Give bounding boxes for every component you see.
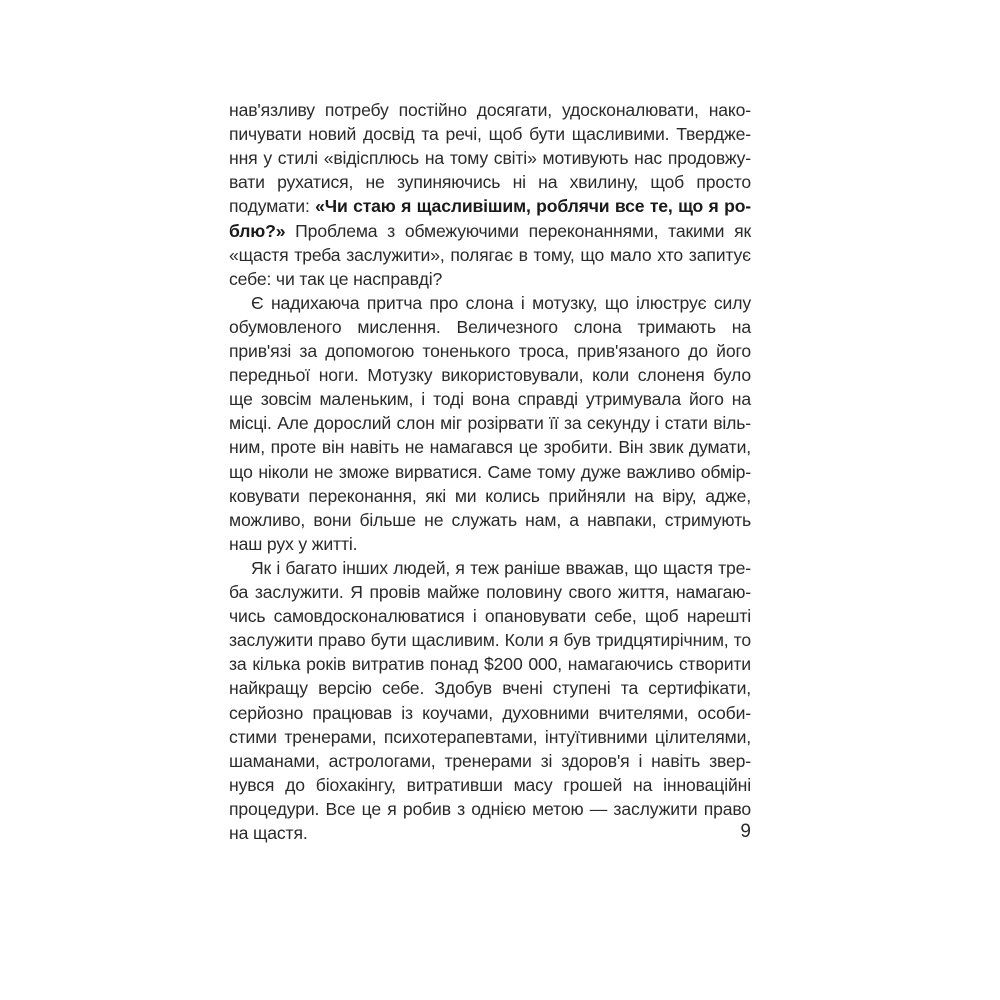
text-line — [229, 580, 751, 604]
text-segment: пичувати новий досвід та речі, щоб бути щасливими. Твердже- — [229, 124, 751, 144]
text-line — [229, 628, 751, 652]
text-line — [229, 435, 751, 459]
text-line — [229, 170, 751, 194]
text-line — [229, 773, 751, 797]
text-line — [229, 194, 751, 218]
text-segment: ще зовсім маленьким, і тоді вона справді утримувала його на — [229, 389, 751, 409]
text-line — [229, 749, 751, 773]
text-segment: «щастя треба заслужити», полягає в тому, що мало хто запитує — [229, 245, 751, 265]
text-line — [229, 556, 751, 580]
text-segment: наш рух у житті. — [229, 534, 358, 554]
text-line — [229, 339, 751, 363]
text-line — [229, 291, 751, 315]
text-segment: шаманами, астрологами, тренерами зі здоров'я і навіть звер- — [229, 751, 751, 771]
text-line — [229, 508, 751, 532]
text-line — [229, 363, 751, 387]
text-segment: на щастя. — [229, 823, 308, 843]
text-line — [229, 267, 751, 291]
text-segment: передньої ноги. Мотузку використовували, коли слоненя було — [229, 365, 751, 385]
bold-text: «Чи стаю я щасливішим, роблячи все те, що я ро- — [315, 196, 752, 216]
text-line — [229, 219, 751, 243]
page-number: 9 — [740, 821, 751, 842]
text-line — [229, 243, 751, 267]
text-segment: Як і багато інших людей, я теж раніше вважав, що щастя тре- — [251, 558, 751, 578]
text-segment: чись самовдосконалюватися і опановувати себе, щоб нарешті — [229, 606, 751, 626]
text-line — [229, 387, 751, 411]
text-segment: прив'язі за допомогою тоненького троса, прив'язаного до його — [229, 341, 751, 361]
text-segment: нувся до біохакінгу, витративши масу грошей на інноваційні — [229, 775, 751, 795]
text-line — [229, 604, 751, 628]
text-segment: нав'язливу потребу постійно досягати, удосконалювати, нако- — [229, 100, 751, 120]
text-line — [229, 652, 751, 676]
text-segment: заслужити право бути щасливим. Коли я був тридцятирічним, то — [229, 630, 751, 650]
text-line — [229, 146, 751, 170]
text-segment: що ніколи не зможе вирватися. Саме тому дуже важливо обмір- — [229, 462, 751, 482]
text-line — [229, 460, 751, 484]
text-segment: найкращу версію себе. Здобув вчені ступені та сертифікати, — [229, 678, 751, 698]
text-line — [229, 676, 751, 700]
text-segment: можливо, вони більше не служать нам, а навпаки, стримують — [229, 510, 751, 530]
text-segment: ба заслужити. Я провів майже половину свого життя, намагаю- — [229, 582, 751, 602]
text-line — [229, 315, 751, 339]
text-segment: ковувати переконання, які ми колись прийняли на віру, адже, — [229, 486, 751, 506]
text-segment: місці. Але дорослий слон міг розірвати її за секунду і стати віль- — [229, 413, 751, 433]
text-segment: подумати: — [229, 196, 316, 216]
text-line — [229, 122, 751, 146]
text-segment: за кілька років витратив понад $200 000, намагаючись створити — [229, 654, 751, 674]
text-segment: себе: чи так це насправді? — [229, 269, 443, 289]
text-segment: стими тренерами, психотерапевтами, інтуїтивними цілителями, — [229, 727, 751, 747]
text-line — [229, 701, 751, 725]
text-line — [229, 532, 751, 556]
text-line — [229, 797, 751, 821]
text-line — [229, 725, 751, 749]
text-line — [229, 411, 751, 435]
bold-text: блю?» — [229, 221, 286, 241]
text-segment: серйозно працював із коучами, духовними вчителями, особи- — [229, 703, 751, 723]
text-line — [229, 484, 751, 508]
text-line — [229, 98, 751, 122]
text-line — [229, 821, 751, 845]
text-segment: ним, проте він навіть не намагався це зробити. Він звик думати, — [229, 437, 751, 457]
text-segment: Є надихаюча притча про слона і мотузку, що ілюструє силу — [251, 293, 751, 313]
text-segment: обумовленого мислення. Величезного слона тримають на — [229, 317, 751, 337]
text-segment: Проблема з обмежуючими переконаннями, такими як — [285, 221, 751, 241]
text-segment: ння у стилі «відісплюсь на тому світі» мотивують нас продовжу- — [229, 148, 751, 168]
text-segment: процедури. Все це я робив з однією метою — заслужити право — [229, 799, 751, 819]
text-segment: вати рухатися, не зупиняючись ні на хвилину, щоб просто — [229, 172, 751, 192]
